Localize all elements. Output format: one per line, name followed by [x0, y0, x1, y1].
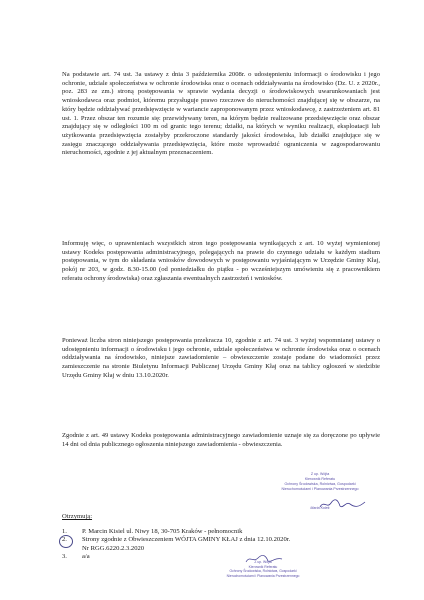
recipient-text: a/a [82, 553, 90, 561]
official-stamp-bottom [204, 560, 322, 578]
stamp-line: Kierownik Referatu [304, 477, 336, 481]
stamp-signatory-name: Marta Kołek [310, 506, 330, 510]
paragraph-legal-basis: Na podstawie art. 74 ust. 3a ustawy z dnia 3 października 2008r. o udostępnieniu informacji o środowisku i jego ochronie, udziale społeczeństwa w ochronie środowiska oraz o ocenach oddziaływania na środowisko (Dz. U. z 2020r., poz. 283 ze zm.) stroną postępowania w sprawie wydania decyzji o środowiskowych uwarunkowaniach jest wnioskodawca oraz podmiot, któremu przysługuje prawo rzeczowe do nieruchomości znajdującej się w obszarze, na który będzie oddziaływać przedsięwzięcie w wariancie zaproponowanym przez wnioskodawcę, z zastrzeżeniem art. 81 ust. 1. Przez obszar ten rozumie się: przewidywany teren, na którym będzie realizowane przedsięwzięcie oraz obszar znajdujący się w odległości 100 m od granic tego terenu; działki, na których w wyniku realizacji, eksploatacji lub użytkowania przedsięwzięcia zostałyby przekroczone standardy jakości środowiska, lub działki znajdujące się w zasięgu znaczącego oddziaływania przedsięwzięcia, które może wprowadzić ograniczenia w zagospodarowaniu nieruchomości, zgodnie z jej aktualnym przeznaczeniem. [62, 71, 380, 157]
handwritten-signature [244, 554, 284, 564]
stamp-line: Ochrony Środowiska, Rolnictwa, Gospodarki [284, 482, 356, 486]
handwritten-circle-mark [59, 535, 73, 548]
stamp-line: Z up. Wójta [310, 472, 330, 476]
recipients-heading: Otrzymują: [62, 513, 93, 520]
stamp-line: Z up. Wójta [254, 560, 272, 564]
official-stamp [256, 472, 384, 511]
list-item [62, 536, 362, 553]
paragraph-public-notice: Ponieważ liczba stron niniejszego postępowania przekracza 10, zgodnie z art. 74 ust. 3 wyżej wspomnianej ustawy o udostępnieniu informacji o środowisku i jego ochronie, udziale społeczeństwa w ochronie środowiska oraz o ocenach oddziaływania na środowisko, niniejsze zawiadomienie – obwieszczenie zostaje podane do wiadomości przez zamieszczenie na stronie Biuletynu Informacji Publicznej Urzędu Gminy Kłaj oraz na tablicy ogłoszeń w siedzibie Urzędu Gminy Kłaj w dniu 13.10.2020r. [62, 337, 380, 379]
paragraph-delivery: Zgodnie z art. 49 ustawy Kodeks postępowania administracyjnego zawiadomienie uznaje się za doręczone po upływie 14 dni od dnia publicznego ogłoszenia niniejszego zawiadomienia - obwieszczenia. [62, 432, 380, 448]
stamp-line: Kierownik Referatu [248, 564, 278, 569]
recipient-text: Strony zgodnie z Obwieszczeniem WÓJTA GMINY KŁAJ z dnia 12.10.2020r. [82, 536, 291, 544]
paragraph-rights-of-parties: Informuję więc, o uprawnieniach wszystkich stron tego postępowania wynikających z art. 10 wyżej wymienionej ustawy Kodeks postępowania administracyjnego, polegających na prawie do czynnego udziału w każdym stadium postępowania, w tym do składania wniosków dowodowych w postępowaniu wyjaśniającym w Urzędzie Gminy Kłaj, pokój nr 203, w godz. 8.30-15.00 (od poniedziałku do piątku - po wcześniejszym umówieniu się z pracownikiem referatu ochrony środowiska) oraz zgłaszania ewentualnych zastrzeżeń i wniosków. [62, 240, 380, 282]
recipients-list [62, 528, 362, 562]
item-number: 2. [62, 536, 67, 544]
stamp-line: Nieruchomościami i Planowania Przestrzennego [281, 487, 359, 491]
stamp-line: Nieruchomościami i Planowania Przestrzennego [226, 573, 300, 578]
item-number: 1. [62, 528, 67, 535]
recipient-reference: Nr RGG.6220.2.3.2020 [82, 544, 145, 552]
handwritten-signature [318, 498, 368, 510]
stamp-line: Ochrony Środowiska, Rolnictwa, Gospodarki [229, 569, 297, 574]
item-number: 3. [62, 553, 67, 561]
recipient-text: P. Marcin Kisiel ul. Niwy 18, 30-705 Kraków - pełnomocnik [82, 528, 243, 535]
